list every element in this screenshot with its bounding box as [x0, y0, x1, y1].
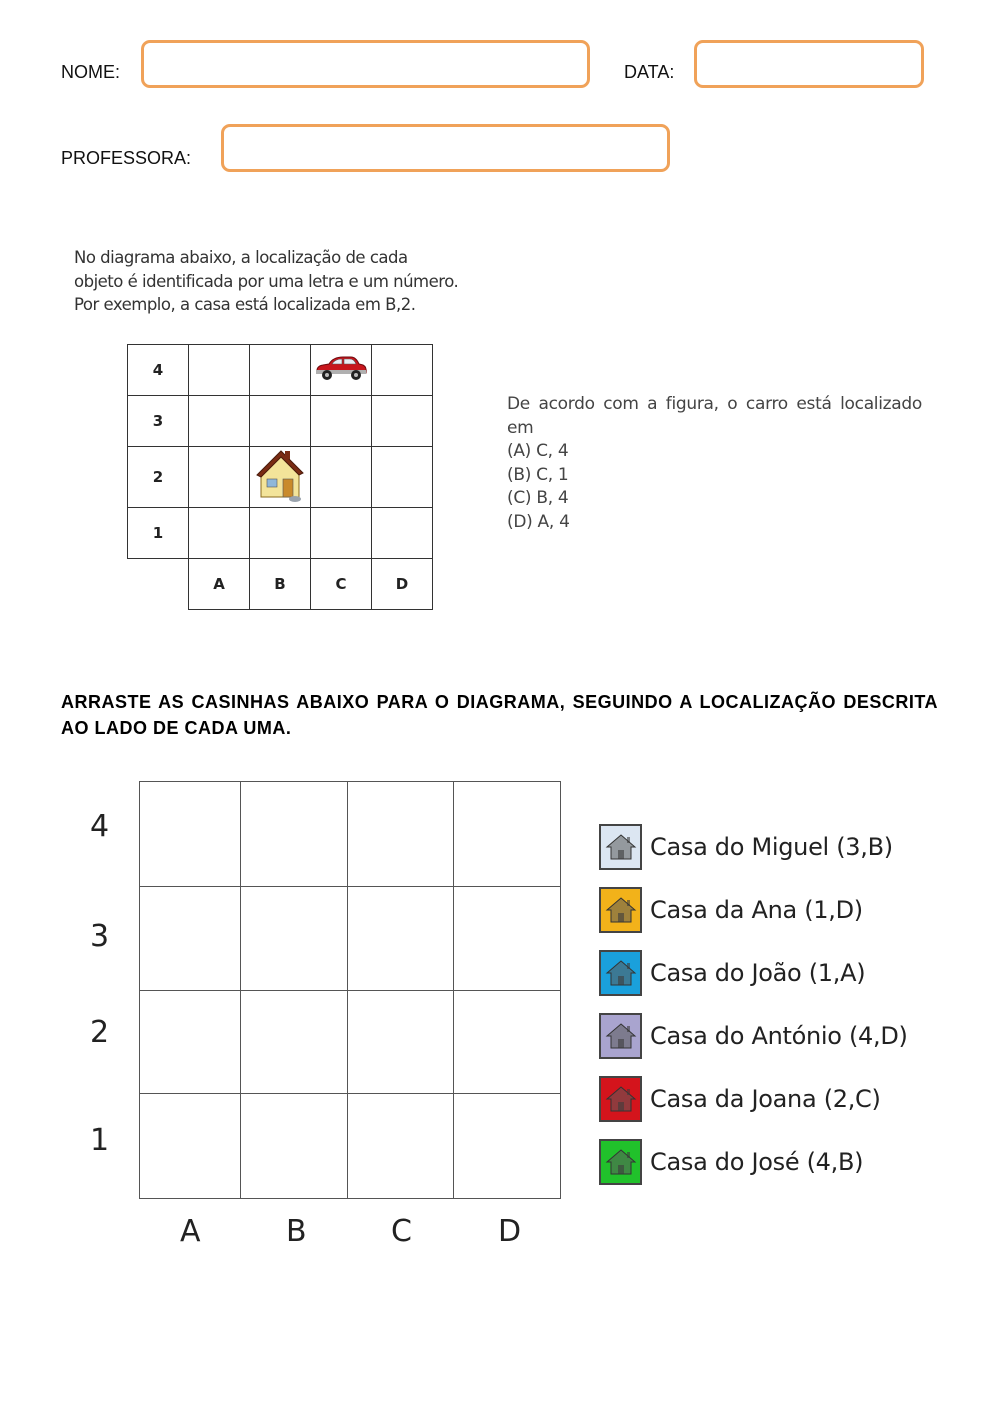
- drop-cell-4a[interactable]: [140, 782, 240, 886]
- drop-cell-2c[interactable]: [347, 990, 453, 1093]
- row-label: 4: [128, 345, 189, 396]
- instruction-text: ARRASTE AS CASINHAS ABAIXO PARA O DIAGRAMA, SEGUINDO A LOCALIZAÇÃO DESCRITA AO LADO DE CADA UMA.: [61, 692, 938, 738]
- row-label: 2: [128, 447, 189, 508]
- drop-cell-1a[interactable]: [140, 1093, 240, 1198]
- row-label: 3: [128, 396, 189, 447]
- drop-cell-4c[interactable]: [347, 782, 453, 886]
- data-label: DATA:: [624, 62, 675, 82]
- data-input[interactable]: [697, 43, 921, 85]
- drop-cell-3c[interactable]: [347, 886, 453, 990]
- row-label-3: 3: [90, 919, 110, 954]
- house-icon: [605, 831, 637, 863]
- col-label-b: B: [286, 1214, 307, 1249]
- draggable-house[interactable]: [599, 1013, 642, 1059]
- drop-cell-2a[interactable]: [140, 990, 240, 1093]
- nome-field-frame: [141, 40, 590, 88]
- drop-cell-2d[interactable]: [453, 990, 560, 1093]
- legend-label: Casa do António (4,D): [650, 1022, 908, 1050]
- row-label-1: 1: [90, 1123, 110, 1158]
- car-cell: [311, 345, 372, 396]
- option-c: (C) B, 4: [507, 488, 569, 508]
- legend-item: [599, 949, 865, 997]
- legend-item: [599, 823, 893, 871]
- professora-field-frame: [221, 124, 670, 172]
- drop-cell-2b[interactable]: [240, 990, 347, 1093]
- house-icon: [605, 1146, 637, 1178]
- house-icon: [605, 1020, 637, 1052]
- row-label-4: 4: [90, 809, 110, 844]
- car-icon: [313, 353, 369, 383]
- option-d: (D) A, 4: [507, 511, 570, 532]
- drop-cell-1c[interactable]: [347, 1093, 453, 1198]
- data-field-frame: [694, 40, 924, 88]
- house-cell: [250, 447, 311, 508]
- draggable-house[interactable]: [599, 1139, 642, 1185]
- nome-label: NOME:: [61, 62, 121, 82]
- drop-grid: [139, 781, 561, 1199]
- legend-item: [599, 1012, 908, 1060]
- row-label-2: 2: [90, 1015, 110, 1050]
- legend-label: Casa da Ana (1,D): [650, 896, 863, 924]
- legend-label: Casa do José (4,B): [650, 1148, 864, 1176]
- question-block: [507, 393, 922, 534]
- col-label-a: A: [180, 1214, 201, 1249]
- col-label: C: [311, 559, 372, 610]
- question-text: De acordo com a figura, o carro está localizado em: [507, 394, 922, 438]
- nome-input[interactable]: [144, 43, 587, 85]
- drop-cell-4d[interactable]: [453, 782, 560, 886]
- draggable-house[interactable]: [599, 887, 642, 933]
- col-label-d: D: [498, 1214, 522, 1249]
- col-label: B: [250, 559, 311, 610]
- legend-item: [599, 886, 863, 934]
- house-icon: [605, 957, 637, 989]
- draggable-house[interactable]: [599, 950, 642, 996]
- house-icon: [605, 1083, 637, 1115]
- col-label: D: [372, 559, 433, 610]
- professora-label: PROFESSORA:: [61, 148, 192, 168]
- intro-line: Por exemplo, a casa está localizada em B,2.: [74, 295, 416, 314]
- professora-input[interactable]: [224, 127, 667, 169]
- draggable-house[interactable]: [599, 1076, 642, 1122]
- drop-cell-3d[interactable]: [453, 886, 560, 990]
- house-icon: [605, 894, 637, 926]
- option-b: (B) C, 1: [507, 464, 569, 485]
- row-label: 1: [128, 508, 189, 559]
- option-a: (A) C, 4: [507, 441, 569, 461]
- legend-label: Casa do João (1,A): [650, 959, 866, 987]
- col-label-c: C: [391, 1214, 412, 1249]
- drop-cell-1b[interactable]: [240, 1093, 347, 1198]
- drop-cell-4b[interactable]: [240, 782, 347, 886]
- intro-line: objeto é identificada por uma letra e um número.: [74, 271, 459, 291]
- intro-line: No diagrama abaixo, a localização de cada: [74, 248, 408, 267]
- draggable-house[interactable]: [599, 824, 642, 870]
- col-label: A: [189, 559, 250, 610]
- intro-text: [74, 246, 504, 317]
- legend-label: Casa da Joana (2,C): [650, 1085, 881, 1113]
- example-grid: [127, 344, 433, 610]
- legend-item: [599, 1075, 881, 1123]
- drop-cell-1d[interactable]: [453, 1093, 560, 1198]
- legend-label: Casa do Miguel (3,B): [650, 833, 893, 861]
- legend-item: [599, 1138, 863, 1186]
- house-icon: [255, 447, 305, 503]
- drop-cell-3b[interactable]: [240, 886, 347, 990]
- drop-cell-3a[interactable]: [140, 886, 240, 990]
